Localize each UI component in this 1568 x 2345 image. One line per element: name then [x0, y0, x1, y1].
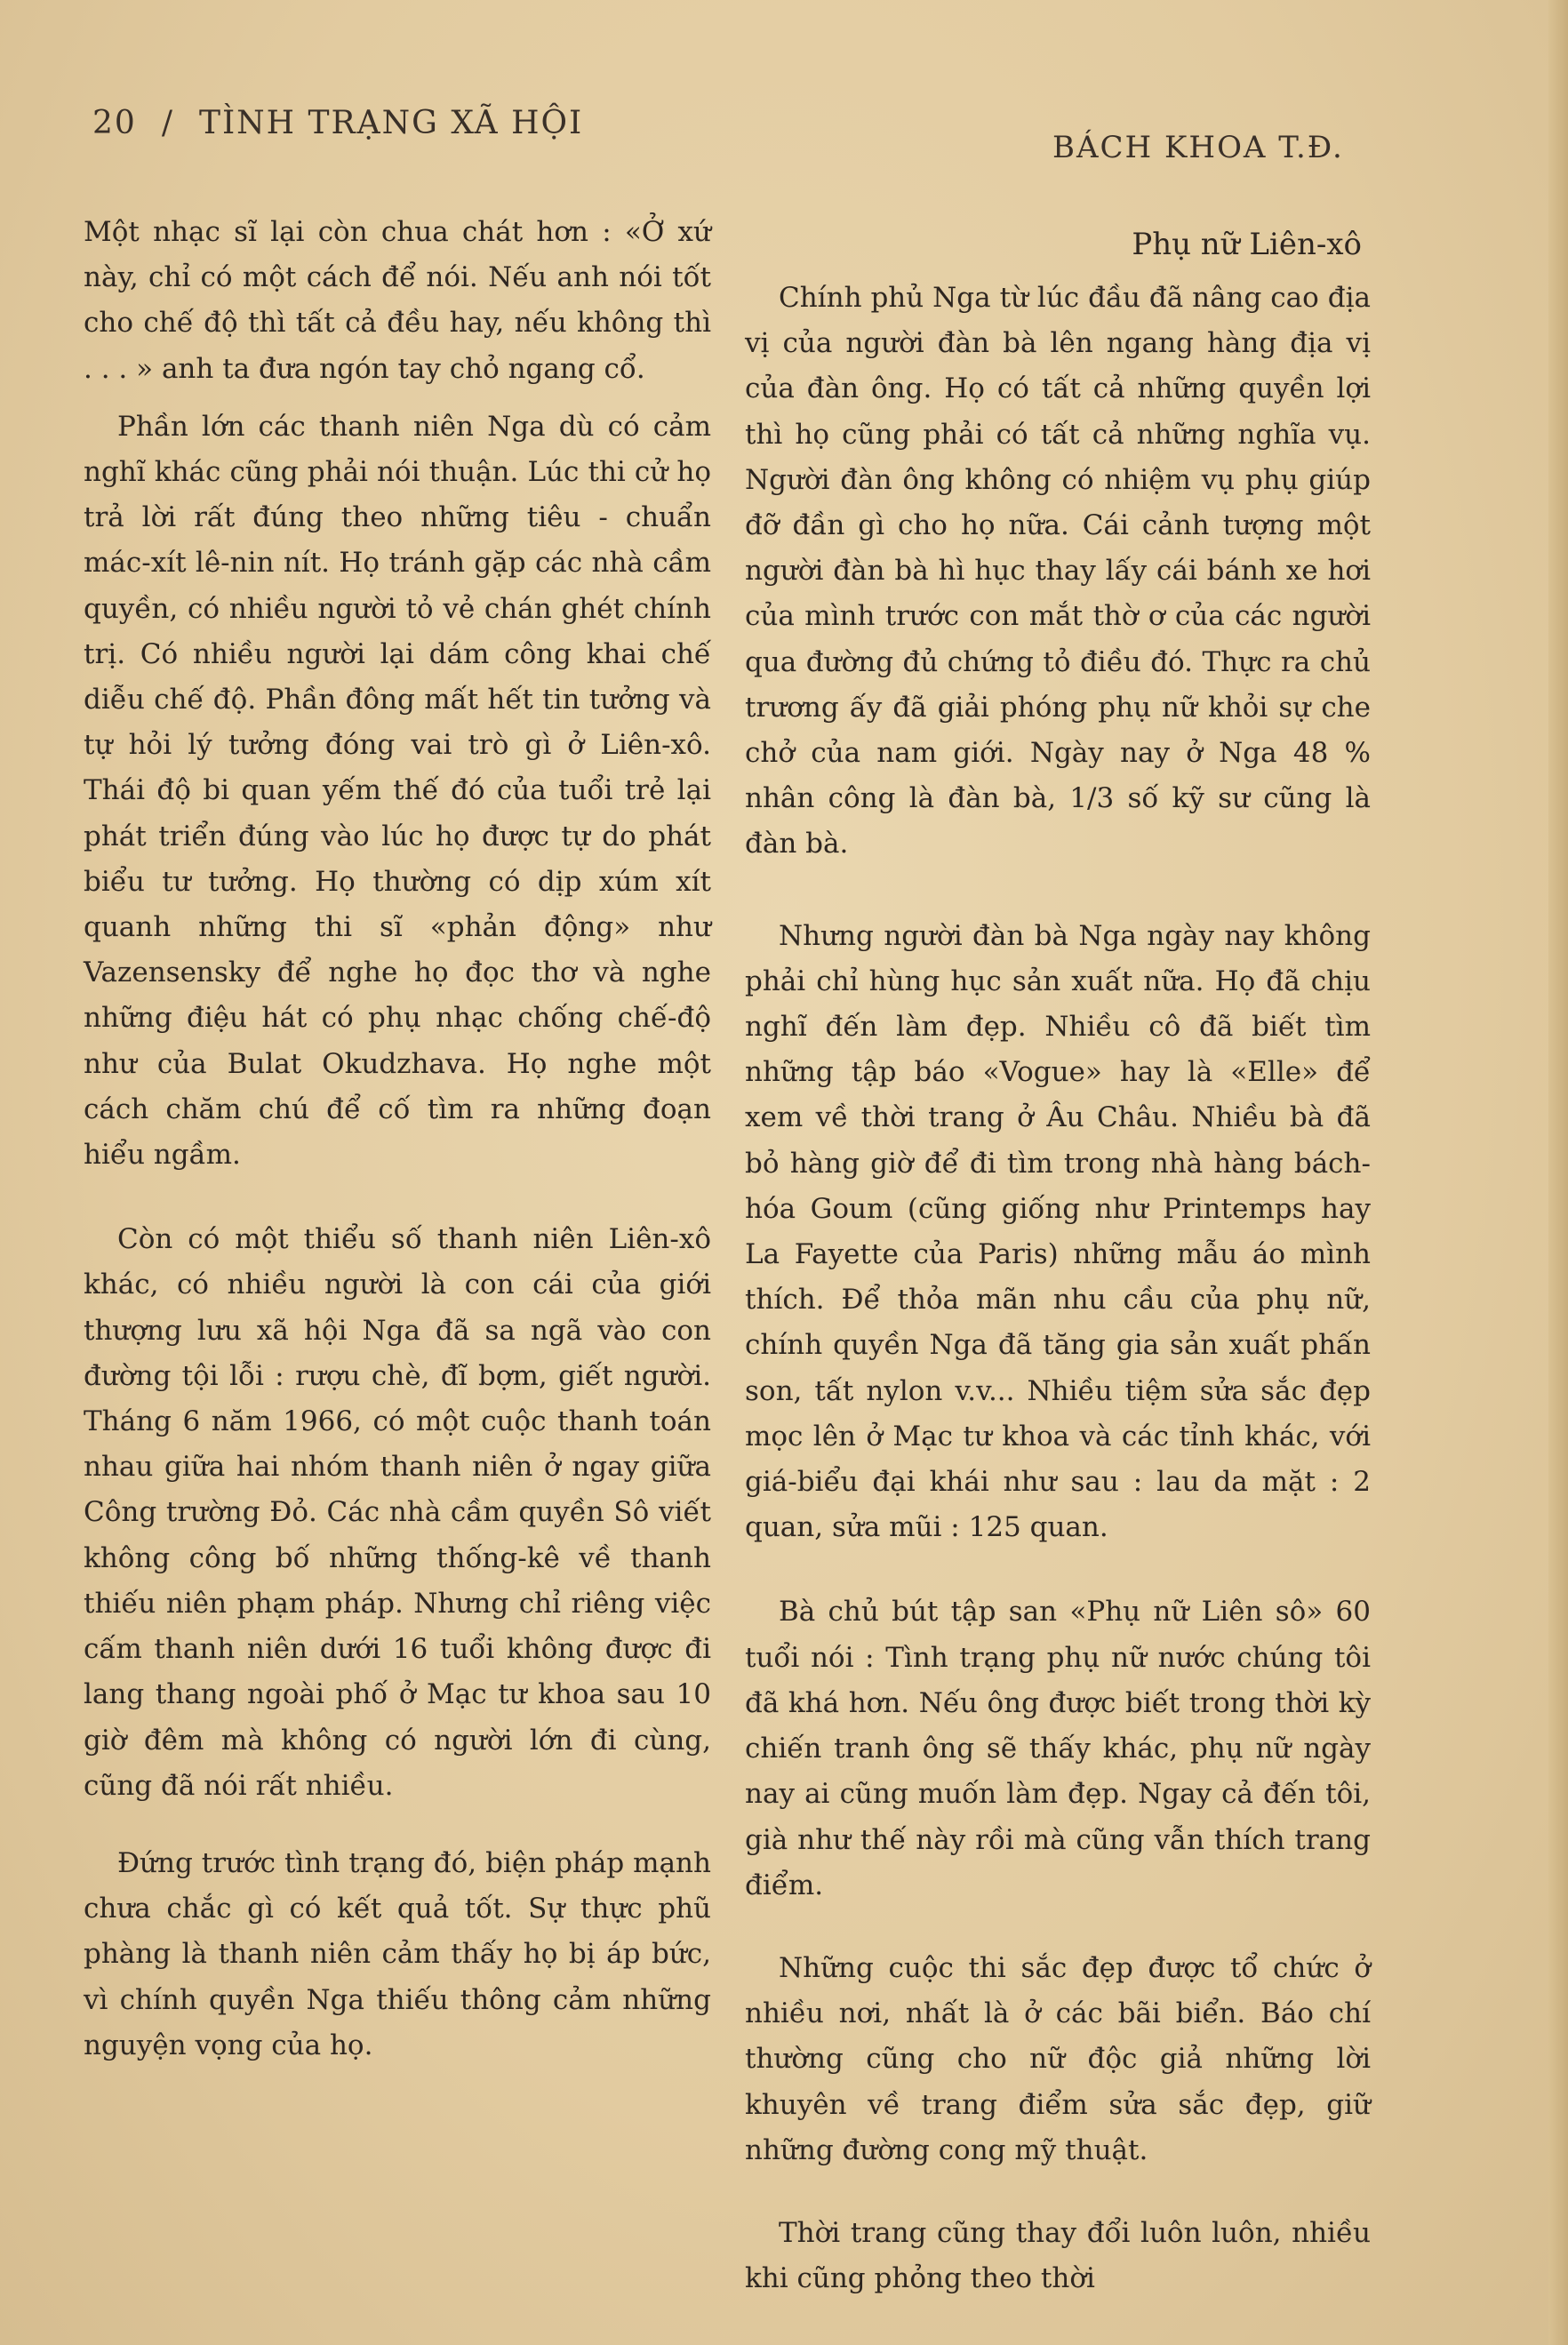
right-column: [745, 222, 1371, 2301]
right-paragraph: Chính phủ Nga từ lúc đầu đã nâng cao địa vị của người đàn bà lên ngang hàng địa vị của đàn ông. Họ có tất cả những quyền lợi thì họ cũng phải có tất cả những nghĩa vụ. Người đàn ông không có nhiệm vụ phụ giúp đỡ đần gì cho họ nữa. Cái cảnh tượng một người đàn bà hì hục thay lấy cái bánh xe hơi của mình trước con mắt thờ ơ của các người qua đường đủ chứng tỏ điều đó. Thực ra chủ trương ấy đã giải phóng phụ nữ khỏi sự che chở của nam giới. Ngày nay ở Nga 48 % nhân công là đàn bà, 1/3 số kỹ sư cũng là đàn bà.: [745, 282, 1371, 860]
page-edge: [1548, 0, 1568, 2345]
left-paragraph: Một nhạc sĩ lại còn chua chát hơn : «Ở xứ này, chỉ có một cách để nói. Nếu anh nói tốt cho chế độ thì tất cả đều hay, nếu không thì . . . » anh ta đưa ngón tay chỏ ngang cổ.: [84, 216, 711, 385]
right-paragraph: Những cuộc thi sắc đẹp được tổ chức ở nhiều nơi, nhất là ở các bãi biển. Báo chí thường cũng cho nữ độc giả những lời khuyên về trang điểm sửa sắc đẹp, giữ những đường cong mỹ thuật.: [745, 1951, 1371, 2166]
article-subheading: Phụ nữ Liên-xô: [1132, 227, 1362, 262]
left-paragraph: Còn có một thiểu số thanh niên Liên-xô khác, có nhiều người là con cái của giới thượng lưu xã hội Nga đã sa ngã vào con đường tội lỗi : rượu chè, đĩ bợm, giết người. Tháng 6 năm 1966, có một cuộc thanh toán nhau giữa hai nhóm thanh niên ở ngay giữa Công trường Đỏ. Các nhà cầm quyền Sô viết không công bố những thống-kê về thanh thiếu niên phạm pháp. Nhưng chỉ riêng việc cấm thanh niên dưới 16 tuổi không được đi lang thang ngoài phố ở Mạc tư khoa sau 10 giờ đêm mà không có người lớn đi cùng, cũng đã nói rất nhiều.: [84, 1223, 711, 1802]
running-header-left: [92, 105, 583, 141]
left-column: [84, 210, 711, 2069]
header-separator: /: [161, 105, 174, 141]
right-paragraph: Bà chủ bút tập san «Phụ nữ Liên sô» 60 tuổi nói : Tình trạng phụ nữ nước chúng tôi đã khá hơn. Nếu ông được biết trong thời kỳ chiến tranh ông sẽ thấy khác, phụ nữ ngày nay ai cũng muốn làm đẹp. Ngay cả đến tôi, già như thế này rồi mà cũng vẫn thích trang điểm.: [745, 1596, 1371, 1901]
right-paragraph: Nhưng người đàn bà Nga ngày nay không phải chỉ hùng hục sản xuất nữa. Họ đã chịu nghĩ đến làm đẹp. Nhiều cô đã biết tìm những tập báo «Vogue» hay là «Elle» để xem về thời trang ở Âu Châu. Nhiều bà đã bỏ hàng giờ để đi tìm trong nhà hàng bách-hóa Goum (cũng giống như Printemps hay La Fayette của Paris) những mẫu áo mình thích. Để thỏa mãn nhu cầu của phụ nữ, chính quyền Nga đã tăng gia sản xuất phấn son, tất nylon v.v... Nhiều tiệm sửa sắc đẹp mọc lên ở Mạc tư khoa và các tỉnh khác, với giá-biểu đại khái như sau : lau da mặt : 2 quan, sửa mũi : 125 quan.: [745, 919, 1371, 1544]
left-paragraph: Đứng trước tình trạng đó, biện pháp mạnh chưa chắc gì có kết quả tốt. Sự thực phũ phàng là thanh niên cảm thấy họ bị áp bức, vì chính quyền Nga thiếu thông cảm những nguyện vọng của họ.: [84, 1846, 711, 2061]
publication-title: BÁCH KHOA T.Đ.: [1052, 130, 1344, 165]
left-paragraph: Phần lớn các thanh niên Nga dù có cảm nghĩ khác cũng phải nói thuận. Lúc thi cử họ trả lời rất đúng theo những tiêu - chuẩn mác-xít lê-nin nít. Họ tránh gặp các nhà cầm quyền, có nhiều người tỏ vẻ chán ghét chính trị. Có nhiều người lại dám công khai chế diễu chế độ. Phần đông mất hết tin tưởng và tự hỏi lý tưởng đóng vai trò gì ở Liên-xô. Thái độ bi quan yếm thế đó của tuổi trẻ lại phát triển đúng vào lúc họ được tự do phát biểu tư tưởng. Họ thường có dịp xúm xít quanh những thi sĩ «phản động» như Vazensensky để nghe họ đọc thơ và nghe những điệu hát có phụ nhạc chống chế-độ như của Bulat Okudzhava. Họ nghe một cách chăm chú để cố tìm ra những đoạn hiểu ngầm.: [84, 410, 711, 1172]
section-heading: TÌNH TRẠNG XÃ HỘI: [198, 105, 584, 141]
right-paragraph: Thời trang cũng thay đổi luôn luôn, nhiều khi cũng phỏng theo thời: [745, 2216, 1371, 2295]
page-number: 20: [92, 105, 137, 141]
